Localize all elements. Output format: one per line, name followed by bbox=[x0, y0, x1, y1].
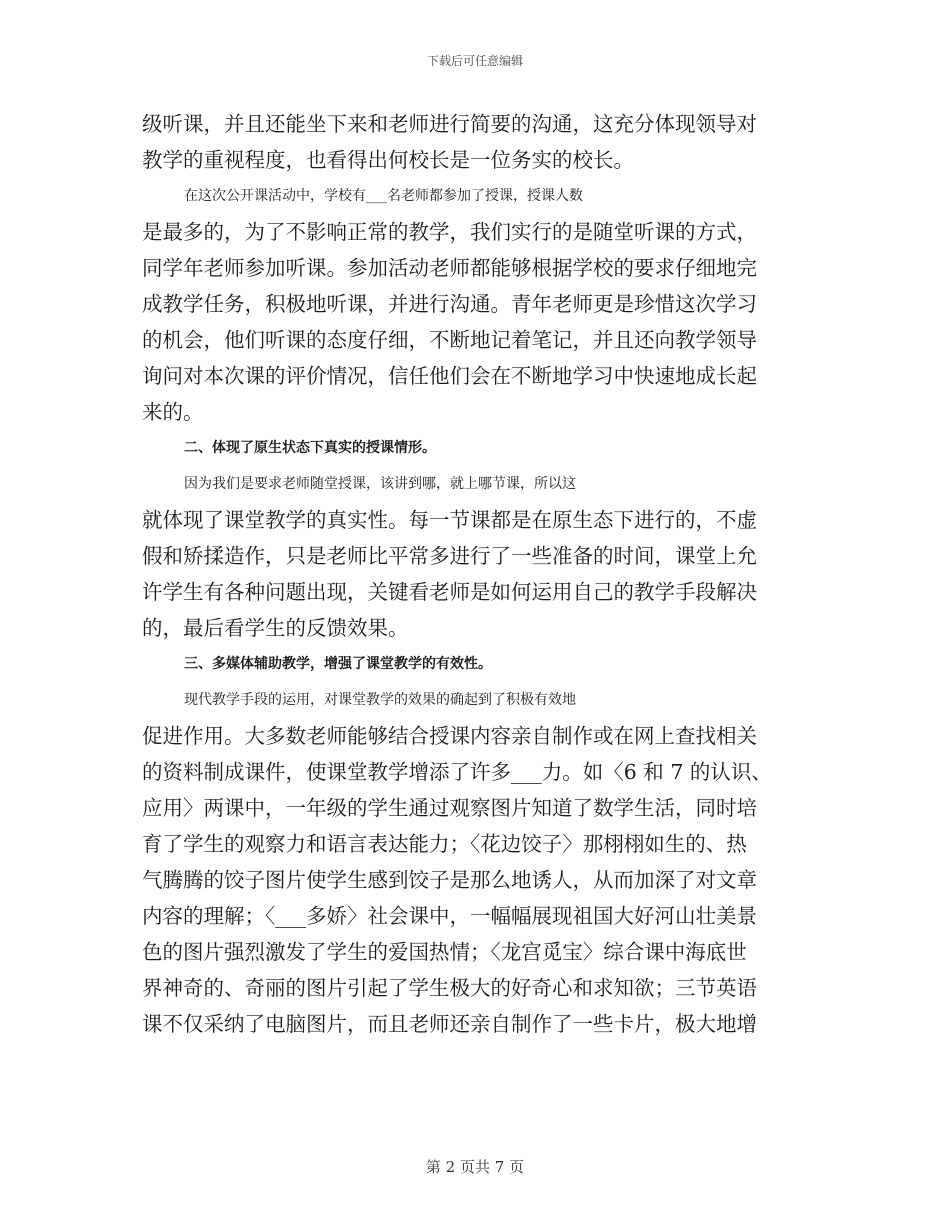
text-line: 的机会，他们听课的态度仔细，不断地记着笔记，并且还向教学领导 bbox=[142, 328, 757, 352]
section-heading: 三、多媒体辅助教学，增强了课堂教学的有效性。 bbox=[184, 656, 492, 672]
text-line: 育了学生的观察力和语言表达能力；〈花边饺子〉那栩栩如生的、热 bbox=[142, 832, 747, 856]
text-line: 假和矫揉造作，只是老师比平常多进行了一些准备的时间，课堂上允 bbox=[142, 544, 757, 568]
text-line: 现代教学手段的运用，对课堂教学的效果的确起到了积极有效地 bbox=[184, 692, 576, 708]
document-body bbox=[142, 106, 810, 1042]
text-line: 在这次公开课活动中，学校有___名老师都参加了授课，授课人数 bbox=[184, 188, 583, 204]
text-line: 级听课，并且还能坐下来和老师进行简要的沟通，这充分体现领导对 bbox=[142, 112, 757, 136]
text-line: 来的。 bbox=[142, 400, 204, 424]
text-line: 的资料制成课件，使课堂教学增添了许多___力。如〈6 和 7 的认识、 bbox=[142, 760, 772, 784]
text-line: 应用〉两课中，一年级的学生通过观察图片知道了数学生活，同时培 bbox=[142, 796, 757, 820]
text-line: 许学生有各种问题出现，关键看老师是如何运用自己的教学手段解决 bbox=[142, 580, 757, 604]
page-header: 下载后可任意编辑 bbox=[426, 54, 523, 68]
text-line: 界神奇的、奇丽的图片引起了学生极大的好奇心和求知欲；三节英语 bbox=[142, 976, 757, 1000]
page-footer: 第 2 页共 7 页 bbox=[425, 1158, 525, 1176]
text-line: 因为我们是要求老师随堂授课，该讲到哪，就上哪节课，所以这 bbox=[184, 476, 576, 492]
text-line: 教学的重视程度，也看得出何校长是一位务实的校长。 bbox=[142, 148, 634, 172]
text-line: 的，最后看学生的反馈效果。 bbox=[142, 616, 409, 640]
text-line: 气腾腾的饺子图片使学生感到饺子是那么地诱人，从而加深了对文章 bbox=[142, 868, 757, 892]
text-line: 同学年老师参加听课。参加活动老师都能够根据学校的要求仔细地完 bbox=[142, 256, 757, 280]
text-line: 成教学任务，积极地听课，并进行沟通。青年老师更是珍惜这次学习 bbox=[142, 292, 757, 316]
text-line: 内容的理解；〈___多娇〉社会课中，一幅幅展现祖国大好河山壮美景 bbox=[142, 904, 757, 928]
text-line: 是最多的，为了不影响正常的教学，我们实行的是随堂听课的方式， bbox=[142, 220, 757, 244]
text-line: 课不仅采纳了电脑图片，而且老师还亲自制作了一些卡片，极大地增 bbox=[142, 1012, 757, 1036]
section-heading: 二、体现了原生状态下真实的授课情形。 bbox=[184, 440, 436, 456]
text-line: 色的图片强烈激发了学生的爱国热情；〈龙宫觅宝〉综合课中海底世 bbox=[142, 940, 747, 964]
text-line: 就体现了课堂教学的真实性。每一节课都是在原生态下进行的，不虚 bbox=[142, 508, 757, 532]
text-line: 询问对本次课的评价情况，信任他们会在不断地学习中快速地成长起 bbox=[142, 364, 757, 388]
text-line: 促进作用。大多数老师能够结合授课内容亲自制作或在网上查找相关 bbox=[142, 724, 757, 748]
